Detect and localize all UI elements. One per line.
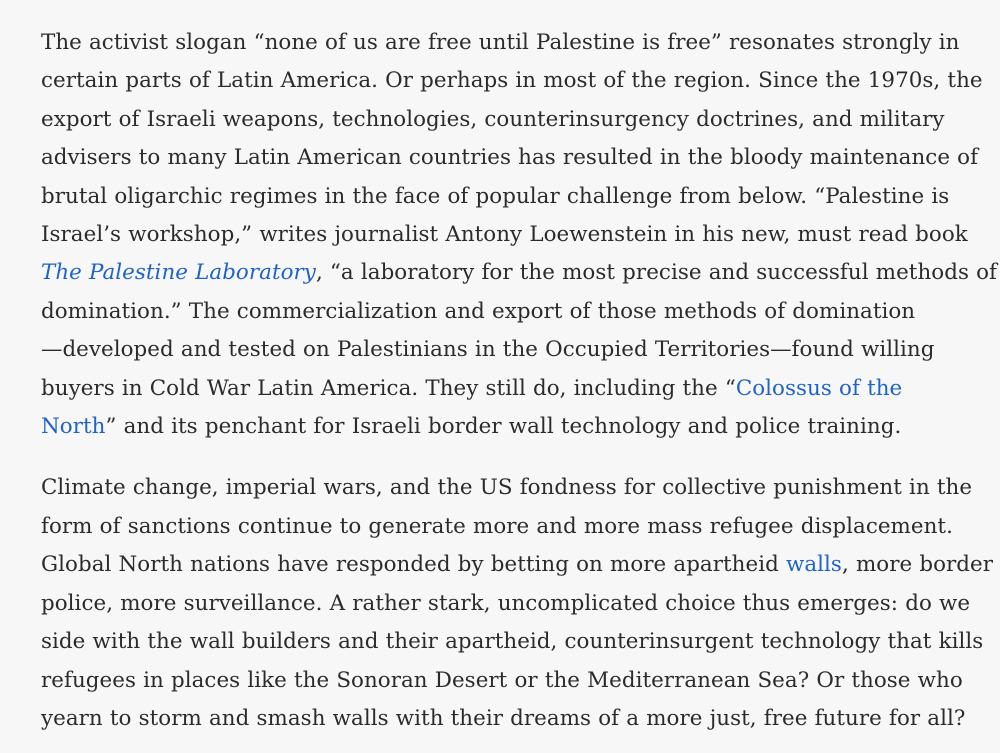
text-line: export of Israeli weapons, technologies, counterinsurgency doctrines, and military <box>41 106 945 132</box>
text-line: police, more surveillance. A rather stark, uncomplicated choice thus emerges: do we <box>41 590 971 616</box>
paragraph-1 <box>41 24 998 446</box>
text-line: brutal oligarchic regimes in the face of popular challenge from below. “Palestine is <box>41 183 950 209</box>
text-line: side with the wall builders and their apartheid, counterinsurgent technology that kills <box>41 629 984 655</box>
text-line: Israel’s workshop,” writes journalist Antony Loewenstein in his new, must read book <box>41 222 968 248</box>
paragraph-2 <box>41 469 994 738</box>
book-title-link[interactable]: The Palestine Laboratory <box>41 260 316 286</box>
text-line: form of sanctions continue to generate more and more mass refugee displacement. <box>41 513 953 539</box>
walls-link[interactable]: walls <box>785 552 842 578</box>
text-run: , more border <box>841 552 994 578</box>
text-line: —developed and tested on Palestinians in the Occupied Territories—found willing <box>41 337 935 363</box>
text-run: , “a laboratory for the most precise and successful methods of <box>315 260 998 286</box>
text-line: certain parts of Latin America. Or perhaps in most of the region. Since the 1970s, the <box>41 68 983 94</box>
text-line <box>41 370 961 408</box>
text-line: refugees in places like the Sonoran Desert or the Mediterranean Sea? Or those who <box>41 667 963 693</box>
text-line: advisers to many Latin American countries has resulted in the bloody maintenance of <box>41 145 979 171</box>
text-line: domination.” The commercialization and export of those methods of domination <box>41 298 916 324</box>
colossus-of-the-north-link-continued[interactable]: North <box>41 414 106 440</box>
text-run: buyers in Cold War Latin America. They still do, including the “ <box>41 375 736 401</box>
text-line: The activist slogan “none of us are free until Palestine is free” resonates strongly in <box>41 30 960 55</box>
article-body <box>41 24 998 738</box>
colossus-of-the-north-link[interactable]: Colossus of the <box>735 375 903 401</box>
text-line <box>41 408 961 446</box>
text-line: yearn to storm and smash walls with their dreams of a more just, free future for all? <box>41 705 966 731</box>
text-line <box>41 254 998 292</box>
text-run: ” and its penchant for Israeli border wall technology and police training. <box>105 414 902 440</box>
text-run: Global North nations have responded by betting on more apartheid <box>41 552 786 578</box>
text-line <box>41 546 994 584</box>
text-line: Climate change, imperial wars, and the US fondness for collective punishment in the <box>41 475 973 501</box>
